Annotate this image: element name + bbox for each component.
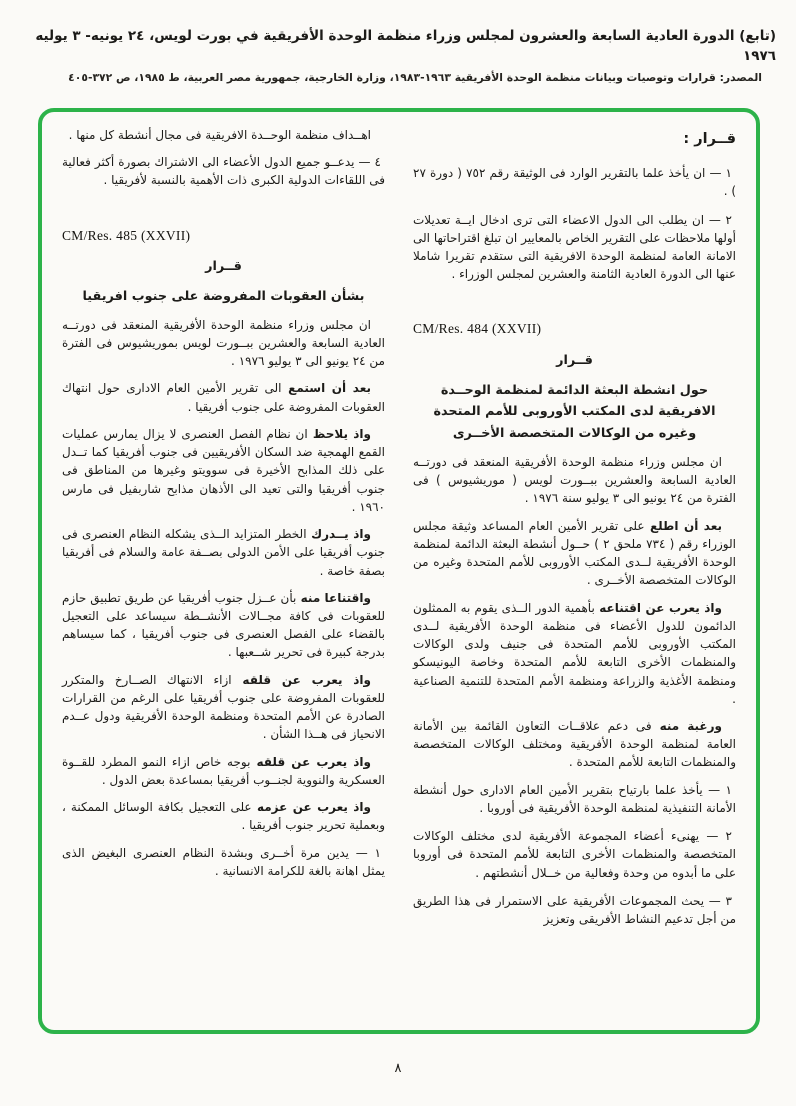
paragraph: واذ يعرب عن قلقه بوجه خاص ازاء النمو المطرد للقــوة العسكرية والنووية لجنــوب أفريقيا بمساعدة بعض الدول . [62,754,385,787]
paragraph: بعد أن استمع الى تقرير الأمين العام الادارى حول انتهاك العقوبات المفروضة على جنوب أفريقيا . [62,381,385,414]
numbered-item: ١ — يأخذ علما بارتياح بتقرير الأمين العام الادارى حول أنشطة الأمانة التنفيذية لمنظمة الوحدة الأفريقية فى أوروبا . [413,782,736,815]
paragraph: بعد أن اطلع على تقرير الأمين العام المساعد وثيقة مجلس الوزراء رقم ( ٧٣٤ ملحق ٢ ) حــول أنشطة البعثة الدائمة لمنظمة الوحدة الأفريقية لــدى المكتب الأوروبى للأمم المتحدة وغيره من الوكالات المتخصصة الأخــرى . [413,518,736,588]
numbered-item: ١ — يدين مرة أخــرى وبشدة النظام العنصرى البغيض الذى يمثل اهانة بالغة للكرامة الانسانية . [62,845,385,878]
paragraph-lead: ورغبة منه [651,719,722,733]
paragraph-lead: بعد أن استمع [281,381,371,396]
numbered-item: ٤ — يدعــو جميع الدول الأعضاء الى الاشتراك بصورة أكثر فعالية فى اللقاءات الدولية الكبرى ذات الأهمية بالنسبة لأفريقيا . [62,155,385,188]
paragraph: واذ يــدرك الخطر المتزايد الــذى يشكله النظام العنصرى فى جنوب أفريقيا على الأمن الدولى بصــفة عامة والسلام فى أفريقيا بصفة خاصة . [62,527,385,578]
resolution-number: CM/Res. 485 (XXVII) [62,227,191,243]
paragraph-lead: واذ يعرب عن اقتناعه [594,600,723,615]
paragraph-lead: واذ يــدرك [306,527,371,542]
paragraph: ان مجلس وزراء منظمة الوحدة الأفريقية المنعقد فى دورتــه العادية السابعة والعشرين ببــورت لويس ( موريشيوس ) فى الفترة من ٢٤ يونيو الى ٣ يوليو سنة ١٩٧٦ . [413,454,736,506]
page-number: ٨ [394,1061,402,1076]
paragraph-lead: واذ يعرب عن قلقه [231,672,371,687]
numbered-item: ٢ — يهنىء أعضاء المجموعة الأفريقية لدى مختلف الوكالات المتخصصة والمنظمات الأخرى التابعة للأمم المتحدة فى أوروبا على ما أبدوه من وحدة وفعالية من خــلال أنشطتهم . [413,829,736,880]
header-line-1: (تابع) الدورة العادية السابعة والعشرون لمجلس وزراء منظمة الوحدة الأفريقية في بورت لويس، ٢٤ يونيه- ٣ يوليه ١٩٧٦ [35,28,776,65]
section-heading: قــرار [205,259,242,275]
paragraph-lead: واذ يعرب عن قلقه [250,754,371,769]
paragraph: واقتناعا منه بأن عــزل جنوب أفريقيا عن طريق تطبيق حازم للعقوبات فى كافة مجــالات الأنشــطة سيساعد على التعجيل بالقضاء على الفصل العنصرى فى جنوب أفريقيا ، كما سيساهم بدرجة كبيرة فى تحرير شــعبها . [62,590,385,660]
annotation-border [38,108,760,1034]
paragraph: واذ يعرب عن عزمه على التعجيل بكافة الوسائل الممكنة ، وبعملية تحرير جنوب أفريقيا . [62,800,385,833]
resolution-number: CM/Res. 484 (XXVII) [413,321,542,337]
paragraph-lead: واذ يلاحظ [307,426,371,441]
paragraph-lead: واذ يعرب عن عزمه [251,800,371,815]
numbered-item: ٢ — ان يطلب الى الدول الاعضاء التى ترى ادخال ايــة تعديلات أولها ملاحظات على التقرير الخاص بالمعايير ان تبلغ اقتراحاتها الى الامانة العامة لمنظمة الوحدة الافريقية التى ستقدم تقريرا شاملا عنها الى الدورة العادية الثامنة والعشرين لمجلس الوزراء . [413,212,736,282]
section-heading: حول انشطة البعثة الدائمة لمنظمة الوحــدة الافريقية لدى المكتب الأوروبى للأمم المتحدة وغيره من الوكالات المتخصصة الأخــرى [433,382,716,442]
paragraph: واذ يلاحظ ان نظام الفصل العنصرى لا يزال يمارس عمليات القمع الهمجية ضد السكان الأفريقيين فى جنوب أفريقيا كما تــدل على ذلك المذابح الأخيرة فى سوويتو وغيرها من المناطق فى جنوب أفريقيا والتى تعيد الى الأذهان مذابح شاربفيل فى مارس ١٩٦٠ . [62,426,385,514]
right-column [413,126,736,1020]
section-heading: قــرار [556,352,593,368]
paragraph-lead: بعد أن اطلع [644,518,722,533]
left-column [62,126,385,1020]
paragraph: ورغبة منه فى دعم علاقــات التعاون القائمة بين الأمانة العامة لمنظمة الوحدة الأفريقية ومختلف الوكالات المتخصصة والمنظمات التابعة للأمم المتحدة . [413,719,736,770]
header-line-2: المصدر: قرارات وتوصيات وبيانات منظمة الوحدة الأفريقية ١٩٦٣-١٩٨٣، وزارة الخارجية، جمهورية مصر العربية، ط ١٩٨٥، ص ٣٧٢-٤٠٥ [68,70,762,84]
paragraph: واذ يعرب عن اقتناعه بأهمية الدور الــذى يقوم به الممثلون الدائمون للدول الأعضاء فى منظمة الوحدة الأفريقية لــدى المكتب الأوروبى للأمم المتحدة فى جنيف ولدى الوكالات والمنظمات الأخرى التابعة للأمم المتحدة وخاصة اليونيسكو ومنظمة الأغذية والزراعة ومنظمة الأمم المتحدة للتنمية الصناعية . [413,600,736,706]
decision-heading: قــرار : [683,131,736,147]
section-heading: بشأن العقوبات المفروضة على جنوب افريقيا [82,288,365,304]
paragraph: اهــداف منظمة الوحــدة الافريقية فى مجال أنشطة كل منها . [68,128,371,142]
paragraph-lead: واقتناعا منه [296,590,371,605]
numbered-item: ١ — ان يأخذ علما بالتقرير الوارد فى الوثيقة رقم ٧٥٢ ( دورة ٢٧ ) . [413,166,736,199]
paragraph: ان مجلس وزراء منظمة الوحدة الأفريقية المنعقد فى دورتــه العادية السابعة والعشرين ببــورت لويس بموريشيوس فى الفترة من ٢٤ يونيو الى ٣ يوليو ١٩٧٦ . [62,317,385,369]
numbered-item: ٣ — يحث المجموعات الأفريقية على الاستمرار فى هذا الطريق من أجل تدعيم النشاط الأفريقى وتعزيز [413,893,736,927]
page-header [0,0,796,86]
two-column-layout [62,126,736,1020]
paragraph: واذ يعرب عن قلقه ازاء الانتهاك الصــارخ والمتكرر للعقوبات المفروضة على جنوب أفريقيا على الرغم من القرارات الصادرة عن الأمم المتحدة ومنظمة الوحدة الأفريقية ودول عــدم الانحياز فى هــذا الشأن . [62,672,385,742]
